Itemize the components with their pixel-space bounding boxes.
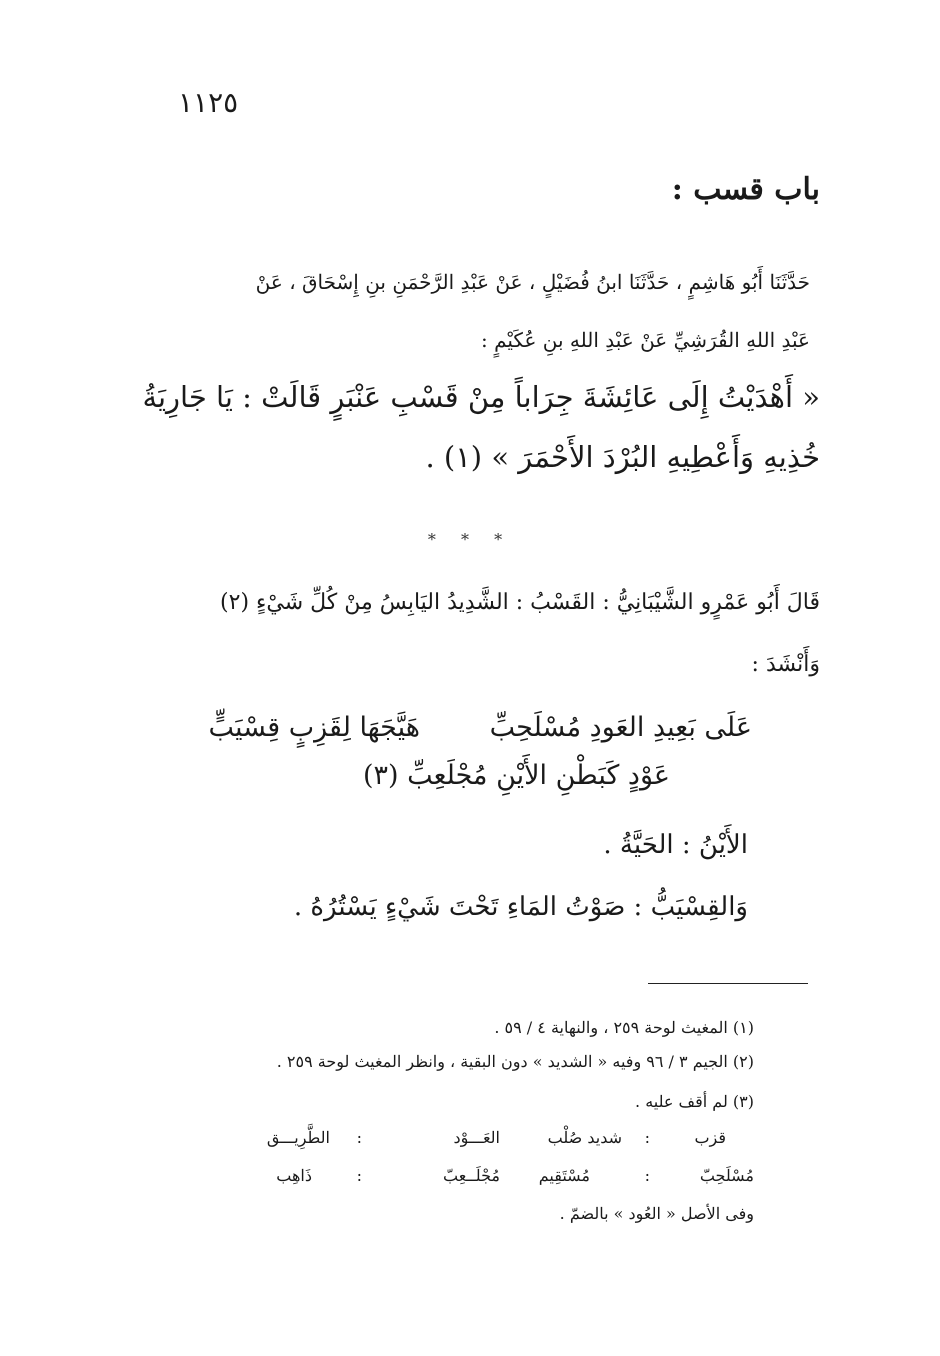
gloss-meaning: الطَّرِيـــق [266,1128,330,1147]
gloss-colon: : [356,1166,362,1185]
verse-hemistich-1b: عَلَى بَعِيدِ العَودِ مُسْلَحِبِّ [489,712,752,743]
isnad-line-2: عَبْدِ اللهِ القُرَشِيِّ عَنْ عَبْدِ اللهِ بنِ عُكَيْمٍ : [480,328,810,352]
definition-line-1: الأَيْنُ : الحَيَّةُ . [603,830,748,860]
gloss-term: مُجْلَــعِبّ [443,1166,500,1185]
hadith-line-1: « أَهْدَيْتُ إِلَى عَائِشَةَ جِرَاباً مِنْ قَسْبِ عَنْبَرٍ قَالَتْ : يَا جَارِيَةُ [142,380,820,414]
footnote-3: (٣) لم أقف عليه . [635,1092,754,1111]
gloss-meaning: شديد صُلْب [547,1128,622,1147]
verse-hemistich-2: عَوْدٍ كَبَطْنِ الأَيْنِ مُجْلَعِبِّ (٣) [362,760,670,791]
footnote-divider [648,983,808,984]
footnote-3-note: وفى الأصل « العُود » بالضمّ . [559,1204,754,1223]
isnad-line-1: حَدَّثَنَا أَبُو هَاشِمٍ ، حَدَّثَنَا ابنُ فُضَيْلٍ ، عَنْ عَبْدِ الرَّحْمَنِ بنِ إِسْحَاقَ ، عَنْ [255,270,810,294]
gloss-meaning: مُسْتَقِيم [538,1166,590,1185]
recited-label: وَأَنْشَدَ : [751,652,820,677]
gloss-colon: : [644,1166,650,1185]
gloss-colon: : [356,1128,362,1147]
definition-main: قَالَ أَبُو عَمْرٍو الشَّيْبَانِيُّ : القَسْبُ : الشَّدِيدُ اليَابِسُ مِنْ كُلِّ شَيْءٍ (٢) [220,590,820,615]
verse-hemistich-1a: هَيَّجَهَا لِقَزِبٍ قِسْيَبٍّ [208,712,420,743]
footnote-2: (٢) الجيم ٣ / ٩٦ وفيه « الشديد » دون البقية ، وانظر المغيث لوحة ٢٥٩ . [276,1052,754,1071]
chapter-title: باب قسب : [671,172,820,207]
footnote-1: (١) المغيث لوحة ٢٥٩ ، والنهاية ٤ / ٥٩ . [494,1018,754,1037]
gloss-term: العَـــوْد [453,1128,500,1147]
gloss-term: قزب [694,1128,726,1147]
definition-line-2: وَالقِسْيَبُّ : صَوْتُ المَاءِ تَحْتَ شَيْءٍ يَسْتُرُهُ . [293,892,748,922]
gloss-colon: : [644,1128,650,1147]
gloss-meaning: ذَاهِب [276,1166,312,1185]
page-number: ١١٢٥ [178,86,239,119]
hadith-line-2: خُذِيهِ وَأَعْطِيهِ البُرْدَ الأَحْمَرَ » (١) . [425,440,820,474]
section-separator: * * * [427,530,513,549]
gloss-term: مُسْلَحِبّ [699,1166,754,1185]
